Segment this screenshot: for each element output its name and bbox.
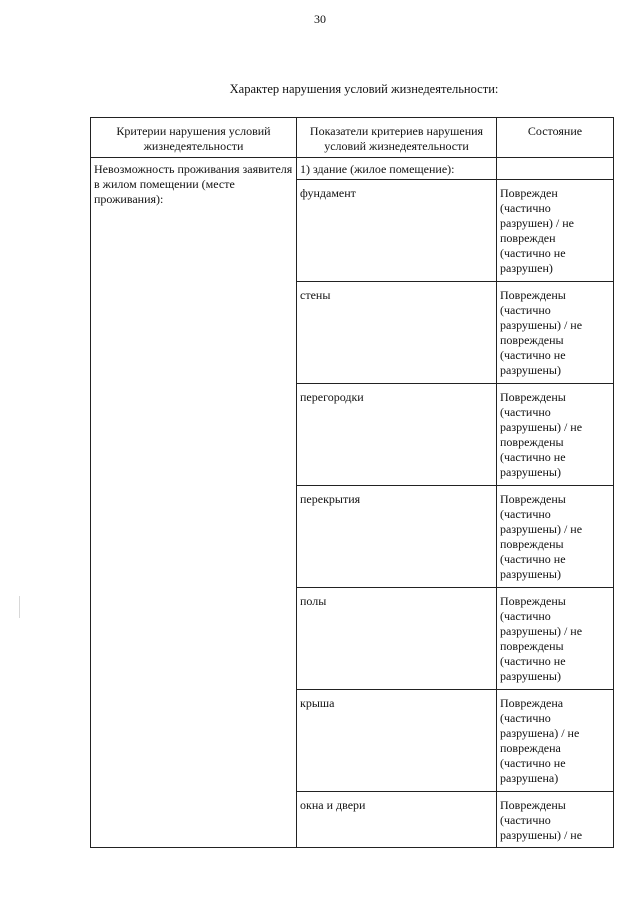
element-cell: перекрытия xyxy=(297,486,497,588)
state-cell: Повреждена (частично разрушена) / не повреждена (частично не разрушена) xyxy=(497,690,614,792)
element-cell: стены xyxy=(297,282,497,384)
criteria-table xyxy=(90,117,614,848)
element-cell: полы xyxy=(297,588,497,690)
header-state: Состояние xyxy=(497,118,614,158)
state-cell: Повреждены (частично разрушены) / не повреждены (частично не разрушены) xyxy=(497,282,614,384)
element-cell: перегородки xyxy=(297,384,497,486)
building-group-label: 1) здание (жилое помещение): xyxy=(297,158,497,180)
empty-state-cell xyxy=(497,158,614,180)
margin-mark xyxy=(19,596,20,618)
page-number: 30 xyxy=(314,12,326,26)
criterion-cell: Невозможность проживания заявителя в жилом помещении (месте проживания): xyxy=(91,158,297,848)
header-indicators: Показатели критериев нарушения условий жизнедеятельности xyxy=(297,118,497,158)
element-cell: фундамент xyxy=(297,180,497,282)
table-header-row xyxy=(91,118,614,158)
element-cell: крыша xyxy=(297,690,497,792)
document-title: Характер нарушения условий жизнедеятельности: xyxy=(229,82,499,96)
header-criteria: Критерии нарушения условий жизнедеятельности xyxy=(91,118,297,158)
element-cell: окна и двери xyxy=(297,792,497,848)
table-row xyxy=(91,158,614,180)
state-cell: Повреждены (частично разрушены) / не повреждены (частично не разрушены) xyxy=(497,486,614,588)
state-cell: Повреждены (частично разрушены) / не xyxy=(497,792,614,848)
state-cell: Повреждены (частично разрушены) / не повреждены (частично не разрушены) xyxy=(497,588,614,690)
state-cell: Повреждены (частично разрушены) / не повреждены (частично не разрушены) xyxy=(497,384,614,486)
state-cell: Поврежден (частично разрушен) / не поврежден (частично не разрушен) xyxy=(497,180,614,282)
